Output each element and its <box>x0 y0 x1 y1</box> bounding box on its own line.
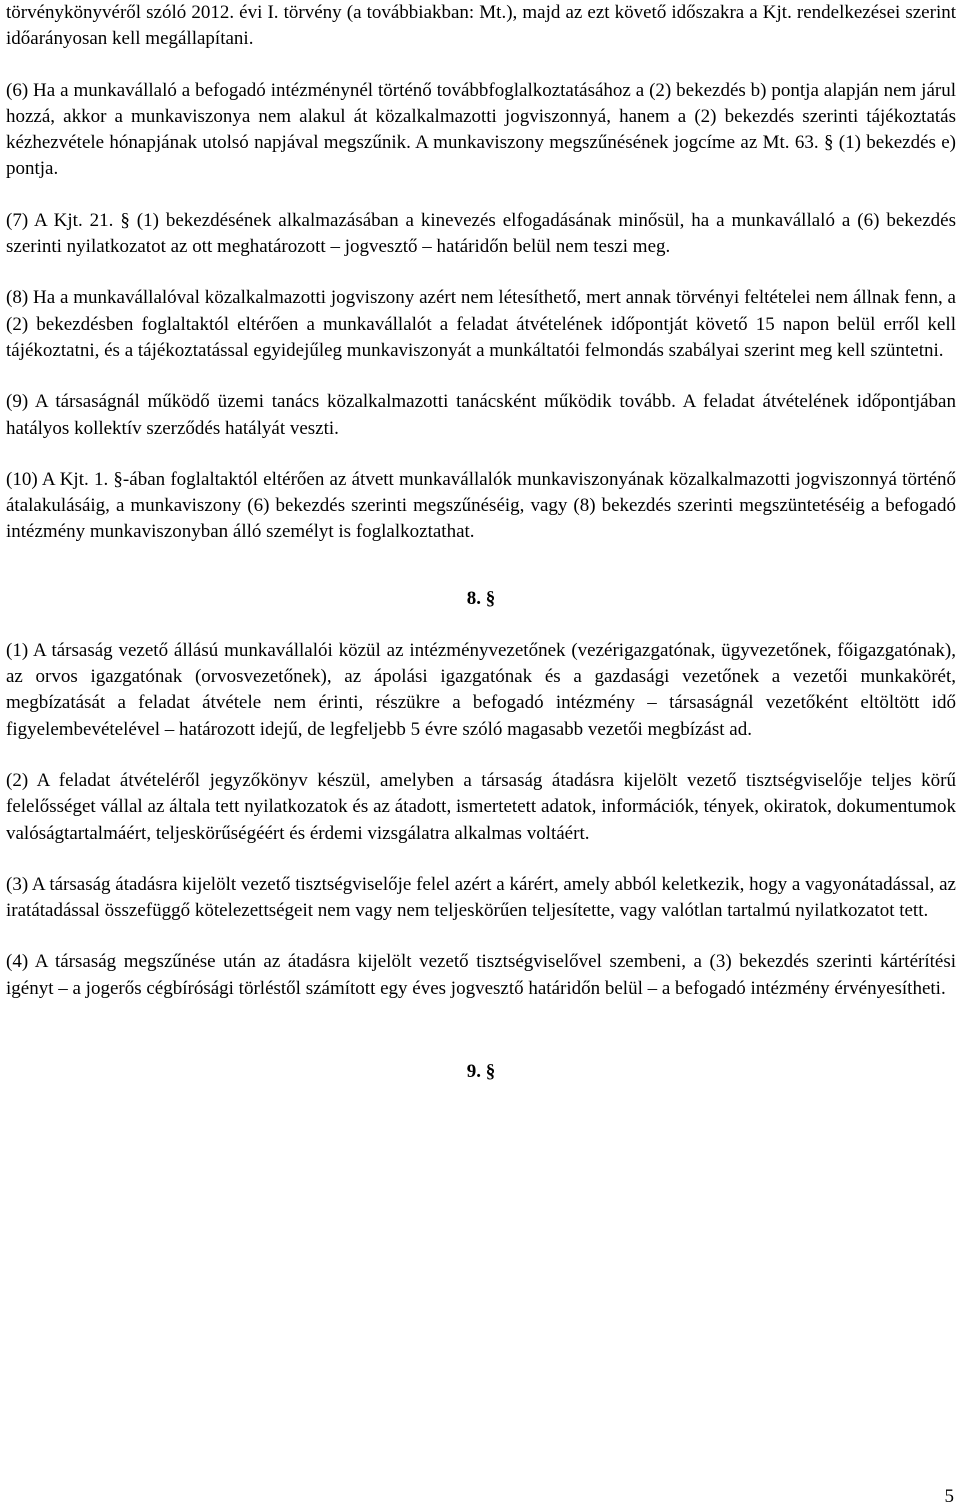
section-8-paragraph-4: (4) A társaság megszűnése után az átadásra kijelölt vezető tisztségviselővel szembeni, a (3) bekezdés szerinti kártérítési igényt – a jogerős cégbírósági törléstől számított egy éves jogvesztő határidőn belül – a befogadó intézmény érvényesítheti. <box>6 951 956 999</box>
page-number: 5 <box>944 1486 954 1507</box>
paragraph-6: (6) Ha a munkavállaló a befogadó intézménynél történő továbbfoglalkoztatásához a (2) bekezdés b) pontja alapján nem járul hozzá, akkor a munkaviszonya nem alakul át közalkalmazotti jogviszonnyá, hanem a (2) bekezdés szerinti tájékoztatás kézhezvétele hónapjának utolsó napjával megszűnik. A munkaviszony megszűnésének jogcíme az Mt. 63. § (1) bekezdés e) pontja. <box>6 79 956 180</box>
paragraph-10: (10) A Kjt. 1. §-ában foglaltaktól eltérően az átvett munkavállalók munkaviszonyának közalkalmazotti jogviszonnyá történő átalakulásáig, a munkaviszony (6) bekezdés szerinti megszűnéséig, vagy (8) bekezdés szerinti megszüntetéséig a befogadó intézmény munkaviszonyban álló személyt is foglalkoztathat. <box>6 468 956 543</box>
section-8-paragraph-3: (3) A társaság átadásra kijelölt vezető tisztségviselője felel azért a kárért, amely abból keletkezik, hogy a vagyonátadással, az iratátadással összefüggő kötelezettségeit nem vagy nem teljeskörűen teljesítette, vagy valótlan tartalmú nyilatkozatot tett. <box>6 873 956 922</box>
section-9-heading: 9. § <box>466 1061 496 1083</box>
paragraph-continuation: törvénykönyvéről szóló 2012. évi I. törvény (a továbbiakban: Mt.), majd az ezt követő időszakra a Kjt. rendelkezései szerint időarányosan kell megállapítani. <box>6 2 956 50</box>
paragraph-7: (7) A Kjt. 21. § (1) bekezdésének alkalmazásában a kinevezés elfogadásának minősül, ha a munkavállaló a (6) bekezdés szerinti nyilatkozatot az ott meghatározott – jogvesztő – határidőn belül nem teszi meg. <box>6 209 956 258</box>
paragraph-9: (9) A társaságnál működő üzemi tanács közalkalmazotti tanácsként működik tovább. A feladat átvételének időpontjában hatályos kollektív szerződés hatályát veszti. <box>6 391 956 439</box>
section-8-paragraph-1: (1) A társaság vezető állású munkavállalói közül az intézményvezetőnek (vezérigazgatónak, ügyvezetőnek, főigazgatónak), az orvos igazgatónak (orvosvezetőnek), az ápolási igazgatónak és a gazdasági vezetőnek a vezetői munkakörét, megbízatását a feladat átvétele nem érinti, részükre a befogadó intézmény – társaságnál vezetőként eltöltött idő figyelembevételével – határozott idejű, de legfeljebb 5 évre szóló magasabb vezetői megbízást ad. <box>6 639 956 740</box>
section-8-paragraph-2: (2) A feladat átvételéről jegyzőkönyv készül, amelyben a társaság átadásra kijelölt vezető tisztségviselője teljes körű felelősséget vállal az általa tett nyilatkozatok és az átadott, ismertetett adatok, információk, tények, okiratok, dokumentumok valóságtartalmáért, teljeskörűségéért és érdemi vizsgálatra alkalmas voltáért. <box>6 769 956 844</box>
section-8-heading: 8. § <box>466 587 496 609</box>
paragraph-8: (8) Ha a munkavállalóval közalkalmazotti jogviszony azért nem létesíthető, mert annak törvényi feltételei nem állnak fenn, a (2) bekezdésben foglaltaktól eltérően a munkavállalót a feladat átvételének időpontját követő 15 napon belül erről kell tájékoztatni, és a tájékoztatással egyidejűleg munkaviszonyát a munkáltatói felmondás szabályai szerint meg kell szüntetni. <box>6 287 956 361</box>
document-page <box>6 0 956 1085</box>
